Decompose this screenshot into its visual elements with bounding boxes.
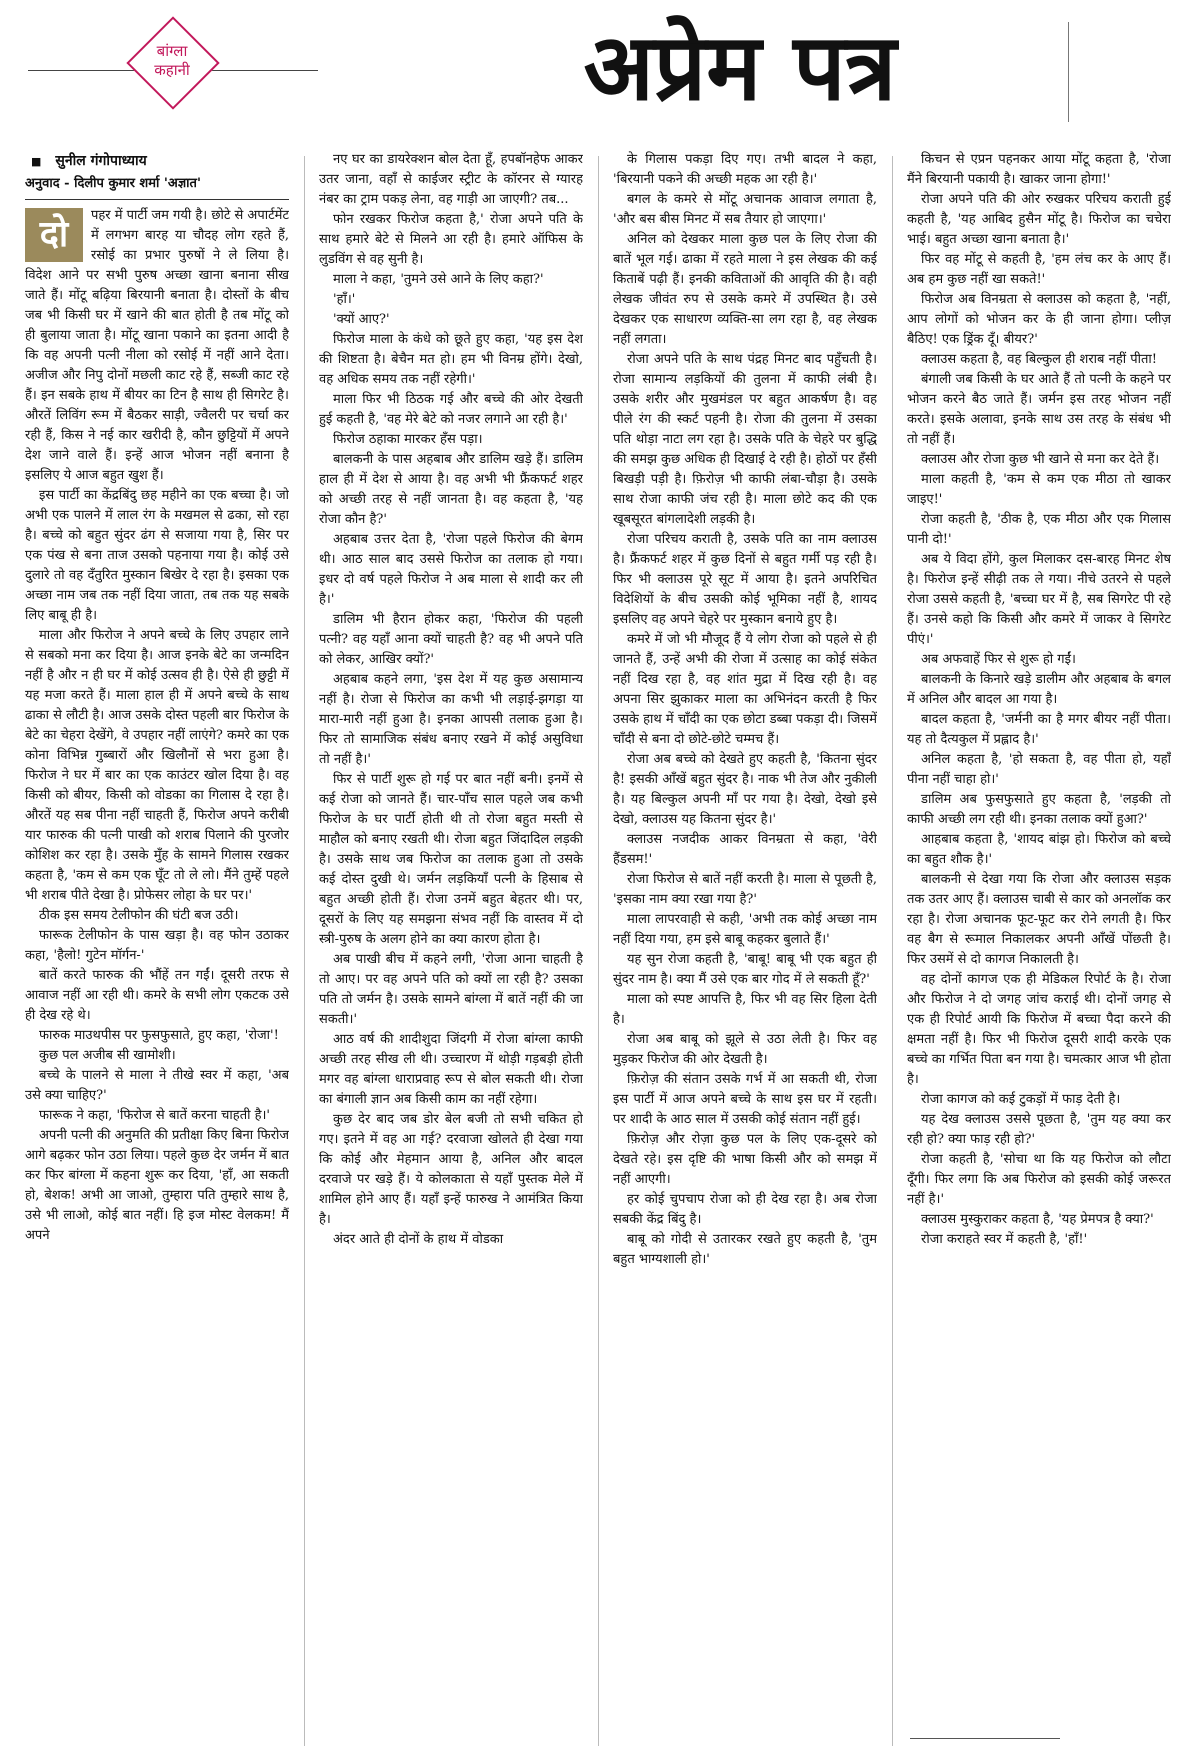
story-paragraph: रोजा अपने पति के साथ पंद्रह मिनट बाद पहुँचती है। रोजा सामान्य लड़कियों की तुलना में काफी लंबी है। उसके शरीर और मुखमंडल पर बहुत आकर्षण है। वह पीले रंग की स्कर्ट पहनी है। रोजा की तुलना में उसका पति थोड़ा नाटा लग रहा है। उसके पति के चेहरे पर बुद्धि की समझ कुछ अधिक ही दिखाई दे रही है। होठों पर हँसी बिखड़ी पड़ी है। फ़िरोज़ भी काफी लंबा-चौड़ा है। उसके साथ रोजा काफी जंच रही है। माला छोटे कद की एक खूबसूरत बांगलादेशी लड़की है। (613, 352, 877, 527)
story-paragraph: अहबाब कहने लगा, 'इस देश में यह कुछ असामान्य नहीं है। रोजा से फिरोज का कभी भी लड़ाई-झगड़ा या मारा-मारी नहीं हुआ है। इनका आपसी तलाक हुआ है। फिर तो सामाजिक संबंध बनाए रखने में कोई असुविधा तो नहीं है।' (319, 672, 583, 767)
story-paragraph: आठ वर्ष की शादीशुदा जिंदगी में रोजा बांग्ला काफी अच्छी तरह सीख ली थी। उच्चारण में थोड़ी गड़बड़ी होती मगर वह बांग्ला धाराप्रवाह रूप से बोल सकती थी। रोजा का बंगाली ज्ञान अब किसी काम का नहीं रहेगा। (319, 1032, 583, 1107)
story-paragraph: इस पार्टी का केंद्रबिंदु छह महीने का एक बच्चा है। जो अभी एक पालने में लाल रंग के मखमल से ढका, सो रहा है। बच्चे को बहुत सुंदर ढंग से सजाया गया है, सिर पर एक पंख से बना ताज उसको पहनाया गया है। कोई उसे दुलारे तो वह दँतुरित मुस्कान बिखेर दे रहा है। इसका एक अच्छा नाम जब तक नहीं दिया जाता, तब तक यह सबके लिए बाबू ही है। (25, 488, 289, 623)
story-paragraph: बालकनी के पास अहबाब और डालिम खड़े हैं। डालिम हाल ही में देश से आया है। वह अभी भी फ्रैंकफर्ट शहर को अच्छी तरह से नहीं जानता है। वह कहता है, 'यह रोजा कौन है?' (319, 452, 583, 527)
story-paragraph: फिरोज ठहाका मारकर हँस पड़ा। (333, 432, 483, 447)
story-paragraph: अंदर आते ही दोनों के हाथ में वोडका (333, 1232, 504, 1247)
story-paragraph: कुछ देर बाद जब डोर बेल बजी तो सभी चकित हो गए। इतने में वह आ गई? दरवाजा खोलते ही देखा गया कि कोई और मेहमान आया है, अनिल और बादल दरवाजे पर खड़े हैं। ये कोलकाता से यहाँ पुस्तक मेले में शामिल होने आए हैं। यहाँ इन्हें फारुख ने आमंत्रित किया है। (319, 1112, 583, 1227)
story-paragraph: फिरोज माला के कंधे को छूते हुए कहा, 'यह इस देश की शिष्टता है। बेचैन मत हो। हम भी विनम्र होंगे। देखो, वह अधिक समय तक नहीं रहेगी।' (319, 332, 583, 387)
story-paragraph: डालिम भी हैरान होकर कहा, 'फिरोज की पहली पत्नी? वह यहाँ आना क्यों चाहती है? वह भी अपने पति को लेकर, आखिर क्यों?' (319, 612, 583, 667)
drop-cap: दो (25, 208, 83, 262)
story-paragraph: रोजा अब बच्चे को देखते हुए कहती है, 'कितना सुंदर है! इसकी आँखें बहुत सुंदर है। नाक भी तेज और नुकीली है। यह बिल्कुल अपनी माँ पर गया है। देखो, देखो इसे देखो, क्लाउस यह कितना सुंदर है।' (613, 752, 877, 827)
story-paragraph: बगल के कमरे से मोंटू अचानक आवाज लगाता है, 'और बस बीस मिनट में सब तैयार हो जाएगा।' (613, 192, 877, 227)
story-paragraph: रोजा कागज को कई टुकड़ों में फाड़ देती है। (921, 1092, 1121, 1107)
story-paragraph: माला को स्पष्ट आपत्ति है, फिर भी वह सिर हिला देती है। (613, 992, 877, 1027)
story-paragraph: वह दोनों कागज एक ही मेडिकल रिपोर्ट के है। रोजा और फिरोज ने दो जगह जांच कराई थी। दोनों जगह से एक ही रिपोर्ट आयी कि फिरोज में बच्चा पैदा करने की क्षमता नहीं है। फिर भी फिरोज दूसरी शादी करके एक बच्चे का गर्भित पिता बन गया है। चमत्कार आज भी होता है। (907, 972, 1171, 1087)
story-paragraph: रोजा कहती है, 'सोचा था कि यह फिरोज को लौटा दूँगी। फिर लगा कि अब फिरोज को इसकी कोई जरूरत नहीं है।' (907, 1152, 1171, 1207)
story-paragraph: बादल कहता है, 'जर्मनी का है मगर बीयर नहीं पीता। यह तो दैत्यकुल में प्रह्लाद है।' (907, 712, 1171, 747)
story-paragraph: फारूक टेलीफोन के पास खड़ा है। वह फोन उठाकर कहा, 'हैलो! गुटेन मॉर्गन-' (25, 928, 289, 963)
story-columns (25, 150, 1193, 1750)
column-divider (892, 156, 893, 1746)
story-paragraph: 'हाँ।' (333, 292, 356, 307)
story-paragraph: रोजा परिचय कराती है, उसके पति का नाम क्लाउस है। फ्रैंकफर्ट शहर में कुछ दिनों से बहुत गर्मी पड़ रही है। फिर भी क्लाउस पूरे सूट में आया है। इतने अपरिचित विदेशियों के बीच उसकी कोई भूमिका नहीं है, शायद इसलिए वह अपने चेहरे पर मुस्कान बनाये हुए है। (613, 532, 877, 627)
story-paragraph: माला फिर भी ठिठक गई और बच्चे की ओर देखती हुई कहती है, 'वह मेरे बेटे को नजर लगाने आ रही है।' (319, 392, 583, 427)
story-paragraph: क्लाउस नजदीक आकर विनम्रता से कहा, 'वेरी हैंडसम!' (613, 832, 877, 867)
story-paragraph: बच्चे के पालने से माला ने तीखे स्वर में कहा, 'अब उसे क्या चाहिए?' (25, 1068, 289, 1103)
story-paragraph: क्लाउस और रोजा कुछ भी खाने से मना कर देते हैं। (921, 452, 1160, 467)
story-paragraph: क्लाउस कहता है, वह बिल्कुल ही शराब नहीं पीता! (921, 352, 1157, 367)
story-paragraph: 'क्यों आए?' (333, 312, 390, 327)
column-divider (304, 156, 305, 1746)
story-paragraph: फिर वह मोंटू से कहती है, 'हम लंच कर के आए हैं। अब हम कुछ नहीं खा सकते!' (907, 252, 1171, 287)
column-2 (319, 150, 583, 1750)
column-4 (907, 150, 1171, 1750)
author-name: ■ सुनील गंगोपाध्याय (31, 150, 289, 173)
story-paragraph: रोजा कराहते स्वर में कहती है, 'हाँ!' (921, 1232, 1088, 1247)
story-paragraph: फारुक माउथपीस पर फुसफुसाते, हुए कहा, 'रोजा'! (39, 1028, 279, 1043)
story-paragraph: ठीक इस समय टेलीफोन की घंटी बज उठी। (39, 908, 239, 923)
story-paragraph: फ़िरोज़ और रोज़ा कुछ पल के लिए एक-दूसरे को देखते रहे। इस दृष्टि की भाषा किसी और को समझ में नहीं आएगी। (613, 1132, 877, 1187)
story-title: अप्रेम पत्र (583, 14, 897, 121)
story-paragraph: कुछ पल अजीब सी खामोशी। (39, 1048, 176, 1063)
story-paragraph: अब ये विदा होंगे, कुल मिलाकर दस-बारह मिनट शेष है। फिरोज इन्हें सीढ़ी तक ले गया। नीचे उतरने से पहले रोजा उससे कहती है, 'बच्चा घर में है, सब सिगरेट पी रहे हैं। उनसे कहो कि किसी और कमरे में जाकर वे सिगरेट पीएं।' (907, 552, 1171, 647)
story-paragraph: फारूक ने कहा, 'फिरोज से बातें करना चाहती है।' (39, 1108, 271, 1123)
story-paragraph: डालिम अब फुसफुसाते हुए कहता है, 'लड़की तो काफी अच्छी लग रही थी। इनका तलाक क्यों हुआ?' (907, 792, 1171, 827)
story-paragraph: अब पाखी बीच में कहने लगी, 'रोजा आना चाहती है तो आए। पर वह अपने पति को क्यों ला रही है? उसका पति तो जर्मन है। उसके सामने बांग्ला में बातें नहीं की जा सकती।' (319, 952, 583, 1027)
story-paragraph: क्लाउस मुस्कुराकर कहता है, 'यह प्रेमपत्र है क्या?' (921, 1212, 1154, 1227)
story-paragraph: फिरोज अब विनम्रता से क्लाउस को कहता है, 'नहीं, आप लोगों को भोजन कर के ही जाना होगा। प्लीज़ बैठिए! एक ड्रिंक दूँ। बीयर?' (907, 292, 1171, 347)
section-badge (128, 18, 216, 106)
badge-line-1: बांग्ला (156, 42, 188, 60)
story-paragraph: रोजा अपने पति की ओर रुखकर परिचय कराती हुई कहती है, 'यह आबिद हुसैन मोंटू है। फिरोज का चचेरा भाई। बहुत अच्छा खाना बनाता है।' (907, 192, 1171, 247)
first-paragraph-text: पहर में पार्टी जम गयी है। छोटे से अपार्टमेंट में लगभग बारह या चौदह लोग रहते हैं, रसोई का प्रभार पुरुषों ने ले लिया है। विदेश आने पर सभी पुरुष अच्छा खाना बनाना सीख जाते हैं। मोंटू बढ़िया बिरयानी बनाता है। दोस्तों के बीच जब भी किसी घर में खाने की बात होती है तब मोंटू को ही बुलाया जाता है। मोंटू खाना पकाने का इतना आदी है कि वह अपनी पत्नी नीला को रसोई में नहीं आने देता। अजीज और निपु दोनों मछली काट रहे हैं, सब्जी काट रहे हैं। इन सबके हाथ में बीयर का टिन है साथ ही सिगरेट है। औरतें लिविंग रूम में बैठकर साड़ी, ज्वैलरी पर चर्चा कर रही हैं, किस ने नई कार खरीदी है, कौन छुट्टियों में अपने देश जाने वाले हैं। इन्हें आज भोजन नहीं बनाना है इसलिए ये आज बहुत खुश हैं। (25, 208, 289, 483)
masthead (0, 0, 1200, 135)
story-paragraph: अपनी पत्नी की अनुमति की प्रतीक्षा किए बिना फिरोज आगे बढ़कर फोन उठा लिया। पहले कुछ देर जर्मन में बात कर फिर बांग्ला में कहना शुरू कर दिया, 'हाँ, आ सकती हो, बेशक! अभी आ जाओ, तुम्हारा पति तुम्हारे साथ है, उसे भी लाओ, कोई बात नहीं। हि इज मोस्ट वेलकम! मैं अपने (25, 1128, 289, 1243)
story-paragraph: अनिल को देखकर माला कुछ पल के लिए रोजा की बातें भूल गई। ढाका में रहते माला ने इस लेखक की कई किताबें पढ़ी हैं। इनकी कविताओं की आवृति की है। वही लेखक जीवंत रुप से उसके कमरे में उपस्थित है। उसे देखकर एक साधारण व्यक्ति-सा लग रहा है, वह लेखक नहीं लगता। (613, 232, 877, 347)
story-paragraph: हर कोई चुपचाप रोजा को ही देख रहा है। अब रोजा सबकी केंद्र बिंदु है। (613, 1192, 877, 1227)
story-paragraph: आहबाब कहता है, 'शायद बांझ हो। फिरोज को बच्चे का बहुत शौक है।' (907, 832, 1171, 867)
column-3 (613, 150, 877, 1750)
story-paragraph: रोजा कहती है, 'ठीक है, एक मीठा और एक गिलास पानी दो!' (907, 512, 1171, 547)
story-paragraph: फ़िरोज़ की संतान उसके गर्भ में आ सकती थी, रोजा इस पार्टी में आज अपने बच्चे के साथ इस घर में रहती। पर शादी के आठ साल में उसकी कोई संतान नहीं हुई। (613, 1072, 877, 1127)
end-rule (910, 1738, 1060, 1739)
story-paragraph: रोजा अब बाबू को झूले से उठा लेती है। फिर वह मुड़कर फिरोज की ओर देखती है। (613, 1032, 877, 1067)
story-paragraph: अनिल कहता है, 'हो सकता है, वह पीता हो, यहाँ पीना नहीं चाहा हो।' (907, 752, 1171, 787)
story-paragraph: अहबाब उत्तर देता है, 'रोजा पहले फिरोज की बेगम थी। आठ साल बाद उससे फिरोज का तलाक हो गया। इधर दो वर्ष पहले फिरोज ने अब माला से शादी कर ली है।' (319, 532, 583, 607)
story-paragraph: फिर से पार्टी शुरू हो गई पर बात नहीं बनी। इनमें से कई रोजा को जानते हैं। चार-पाँच साल पहले जब कभी फिरोज के घर पार्टी होती थी तो रोजा बहुत मस्ती से माहौल को बनाए रखती थी। रोजा बहुत जिंदादिल लड़की है। उसके साथ जब फिरोज का तलाक हुआ तो उसके कई दोस्त दुखी थे। जर्मन लड़कियाँ पत्नी के हिसाब से बहुत अच्छी होती हैं। रोजा उनमें बहुत बेहतर थी। पर, दूसरों के लिए यह समझना संभव नहीं कि वास्तव में दो स्त्री-पुरुष के अलग होने का क्या कारण होता है। (319, 772, 583, 947)
story-paragraph: माला और फिरोज ने अपने बच्चे के लिए उपहार लाने से सबको मना कर दिया है। आज इनके बेटे का जन्मदिन नहीं है और न ही घर में कोई उत्सव ही है। ऐसे ही छुट्टी में यह मजा करते हैं। माला हाल ही में अपने बच्चे के साथ ढाका से लौटी है। आज उसके दोस्त पहली बार फिरोज के बेटे का चेहरा देखेंगे, वे उपहार नहीं लाएंगे? कमरे का एक कोना विभिन्न गुब्बारों और खिलौनों से भरा हुआ है। फिरोज ने घर में बार का एक काउंटर खोल दिया है। वह किसी को बीयर, किसी को वोडका का गिलास दे रहा है। औरतें यह सब पीना नहीं चाहती हैं, फिरोज अपने करीबी यार फारुक की पत्नी पाखी को शराब पिलाने की पुरजोर कोशिश कर रहा है। उसके मुँह के सामने गिलास रखकर कहता है, 'कम से कम एक घूँट तो ले लो। मैंने तुम्हें पहले भी शराब पीते देखा है। प्रोफेसर लोहा के घर पर।' (25, 628, 289, 903)
title-divider (1068, 22, 1069, 122)
story-paragraph: रोजा फिरोज से बातें नहीं करती है। माला से पूछती है, 'इसका नाम क्या रखा गया है?' (613, 872, 877, 907)
story-paragraph: फोन रखकर फिरोज कहता है,' रोजा अपने पति के साथ हमारे बेटे से मिलने आ रही है। हमारे ऑफिस के लुडविंग से वह सुनी है। (319, 212, 583, 267)
story-paragraph: नए घर का डायरेक्शन बोल देता हूँ, हपबॉनहेफ आकर उतर जाना, वहाँ से काईजर स्ट्रीट के कॉरनर से ग्यारह नंबर का ट्राम पकड़ लेना, वह गाड़ी आ जाएगी? तब... (319, 152, 583, 207)
story-paragraph: के गिलास पकड़ा दिए गए। तभी बादल ने कहा, 'बिरयानी पकने की अच्छी महक आ रही है।' (613, 152, 877, 187)
story-paragraph: कमरे में जो भी मौजूद हैं ये लोग रोजा को पहले से ही जानते हैं, उन्हें अभी की रोजा में उत्साह का कोई संकेत नहीं दिख रहा है, वह शांत मुद्रा में दिख रही है। वह अपना सिर झुकाकर माला का अभिनंदन करती है फिर उसके हाथ में चाँदी का एक छोटा डब्बा पकड़ा दी। जिसमें चाँदी से बना दो छोटे-छोटे चम्मच हैं। (613, 632, 877, 747)
story-paragraph: बाबू को गोदी से उतारकर रखते हुए कहती है, 'तुम बहुत भाग्यशाली हो।' (613, 1232, 877, 1267)
story-paragraph: माला ने कहा, 'तुमने उसे आने के लिए कहा?' (333, 272, 544, 287)
story-paragraph: यह देख क्लाउस उससे पूछता है, 'तुम यह क्या कर रही हो? क्या फाड़ रही हो?' (907, 1112, 1171, 1147)
story-paragraph: बातें करते फारुक की भौंहें तन गईं। दूसरी तरफ से आवाज नहीं आ रही थी। कमरे के सभी लोग एकटक उसे ही देख रहे थे। (25, 968, 289, 1023)
translator-credit: अनुवाद - दिलीप कुमार शर्मा 'अज्ञात' (25, 173, 289, 200)
story-paragraph: बालकनी के किनारे खड़े डालीम और अहबाब के बगल में अनिल और बादल आ गया है। (907, 672, 1171, 707)
badge-line-2: कहानी (154, 61, 190, 79)
badge-text (128, 42, 216, 80)
story-paragraph: बालकनी से देखा गया कि रोजा और क्लाउस सड़क तक उतर आए हैं। क्लाउस चाबी से कार को अनलॉक कर रहा है। रोजा अचानक फूट-फूट कर रोने लगती है। फिर वह बैग से रूमाल निकालकर अपनी आँखें पोंछती है। फिर उसमें से दो कागज निकालती है। (907, 872, 1171, 967)
story-paragraph: अब अफवाहें फिर से शुरू हो गईं। (921, 652, 1076, 667)
story-paragraph: बंगाली जब किसी के घर आते हैं तो पत्नी के कहने पर भोजन करने बैठ जाते हैं। जर्मन इस तरह भोजन नहीं करते। इसके अलावा, इनके साथ उस तरह के संबंध भी तो नहीं हैं। (907, 372, 1171, 447)
story-paragraph: माला लापरवाही से कही, 'अभी तक कोई अच्छा नाम नहीं दिया गया, हम इसे बाबू कहकर बुलाते हैं।' (613, 912, 877, 947)
column-1 (25, 150, 289, 1750)
column-divider (598, 156, 599, 1746)
story-paragraph: माला कहती है, 'कम से कम एक मीठा तो खाकर जाइए!' (907, 472, 1171, 507)
first-paragraph (25, 206, 289, 486)
story-paragraph: किचन से एप्रन पहनकर आया मोंटू कहता है, 'रोजा मैंने बिरयानी पकायी है। खाकर जाना होगा!' (907, 152, 1171, 187)
story-paragraph: यह सुन रोजा कहती है, 'बाबू! बाबू भी एक बहुत ही सुंदर नाम है। क्या मैं उसे एक बार गोद में ले सकती हूँ?' (613, 952, 877, 987)
